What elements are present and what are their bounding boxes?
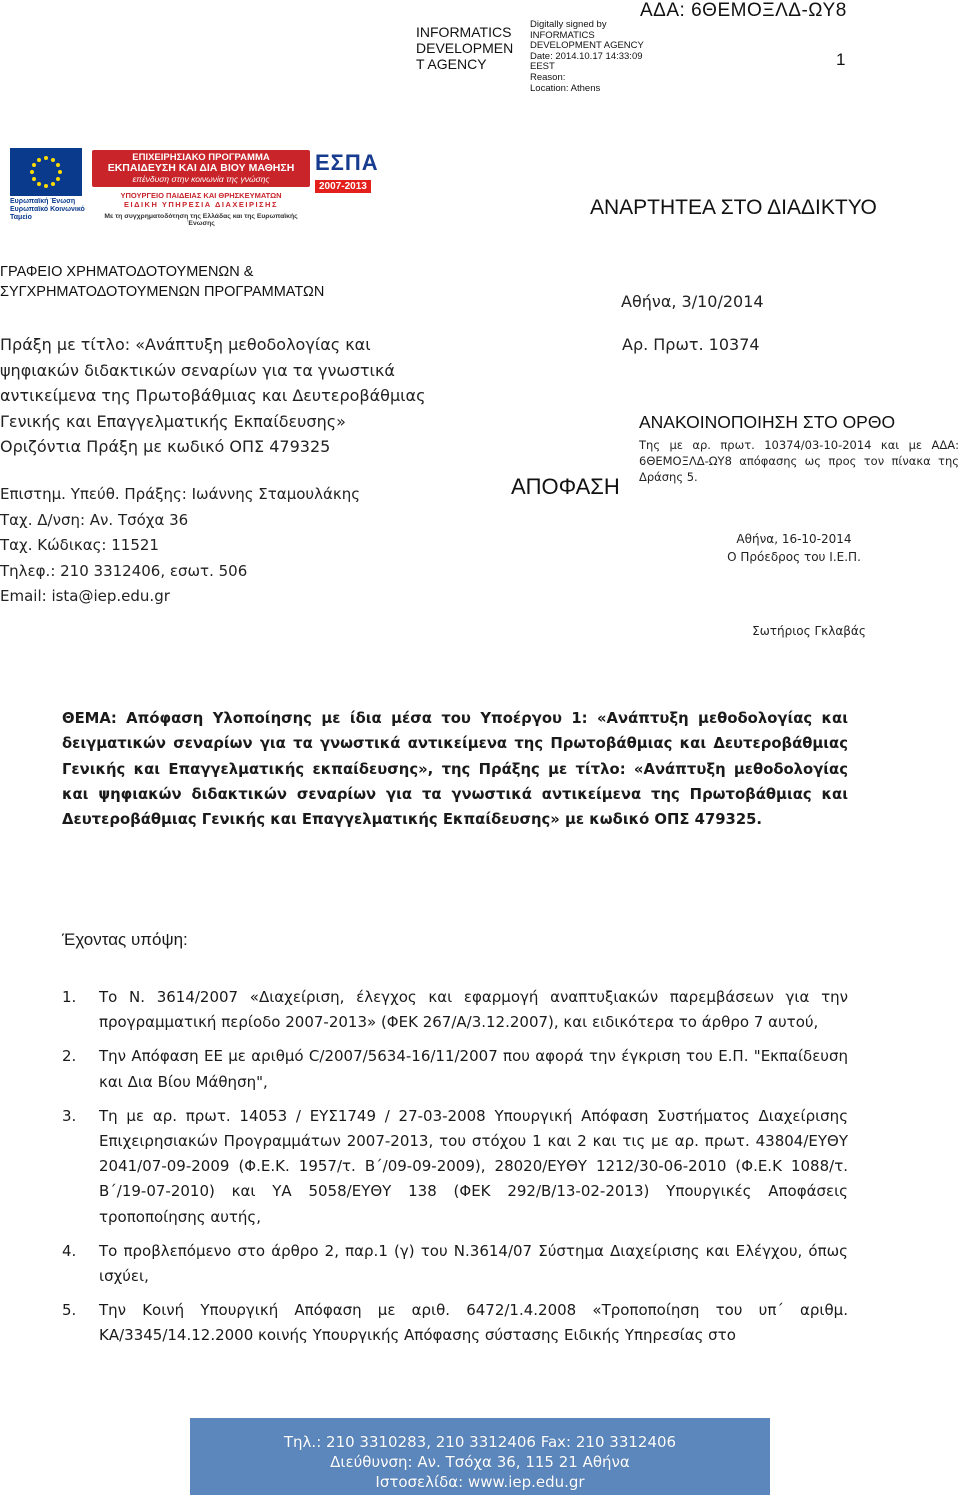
program-ministry-line: ΕΙΔΙΚΗ ΥΠΗΡΕΣΙΑ ΔΙΑΧΕΙΡΙΣΗΣ [124,200,278,209]
list-item [62,1044,848,1094]
program-box-line: ΕΚΠΑΙΔΕΥΣΗ ΚΑΙ ΔΙΑ ΒΙΟΥ ΜΑΘΗΣΗ [107,162,295,174]
act-title-line: ψηφιακών διδακτικών σεναρίων για τα γνωστικά [0,360,395,380]
eu-caption-line: Ευρωπαϊκή Ένωση [10,198,76,205]
footer-website: Ιστοσελίδα: www.iep.edu.gr [375,1473,585,1491]
list-item-number: 4. [62,1241,77,1260]
signature-detail-line: Reason: [530,71,566,83]
footer-banner [190,1418,770,1495]
office-line: ΣΥΓΧΡΗΜΑΤΟΔΟΤΟΥΜΕΝΩΝ ΠΡΟΓΡΑΜΜΑΤΩΝ [0,284,325,300]
correction-title: ΑΝΑΚΟΙΝΟΠΟΙΗΣΗ ΣΤΟ ΟΡΘΟ [639,412,896,432]
list-item [62,1298,848,1348]
ada-code: ΑΔΑ: 6ΘΕΜΟΞΛΔ-ΩΥ8 [640,0,847,21]
subject-paragraph: ΘΕΜΑ: Απόφαση Υλοποίησης με ίδια μέσα του Υποέργου 1: «Ανάπτυξη μεθοδολογίας και δειγματικών σεναρίων για τα γνωστικά αντικείμενα της Πρωτοβάθμιας και Δευτεροβάθμιας Γενικής και Επαγγελματικής εκπαίδευσης», της Πράξης με τίτλο: «Ανάπτυξη μεθοδολογίας και ψηφιακών διδακτικών σεναρίων για τα γνωστικά αντικείμενα της Πρωτοβάθμιας και Δευτεροβάθμιας Γενικής και Επαγγελματικής Εκπαίδευσης» με κωδικό ΟΠΣ 479325. [62,710,848,829]
decision-label: ΑΠΟΦΑΣΗ [511,474,620,499]
program-box [92,150,310,187]
signature-org-line: T AGENCY [416,56,487,72]
signature-org-line: DEVELOPMEN [416,40,514,56]
espa-logo [315,150,401,210]
page-number: 1 [836,50,846,69]
signature-details [530,20,650,94]
contact-email: Email: ista@iep.edu.gr [0,587,170,605]
signature-detail-line: DEVELOPMENT AGENCY [530,40,644,52]
list-item-number: 3. [62,1106,77,1125]
office-line: ΓΡΑΦΕΙΟ ΧΡΗΜΑΤΟΔΟΤΟΥΜΕΝΩΝ & [0,264,254,280]
act-title-line: Γενικής και Επαγγελματικής Εκπαίδευσης» [0,411,346,431]
correction-date: Αθήνα, 16-10-2014 [736,532,852,546]
espa-logo-years: 2007-2013 [315,180,371,193]
signature-org-line: INFORMATICS [416,24,512,40]
eu-caption-line: Ευρωπαϊκό Κοινωνικό Ταμείο [10,206,85,221]
signature-detail-line: Location: Athens [530,82,601,94]
contact-line: Ταχ. Κώδικας: 11521 [0,536,159,554]
document-date: Αθήνα, 3/10/2014 [621,292,764,311]
protocol-number: Αρ. Πρωτ. 10374 [622,335,760,354]
program-logo [92,150,310,228]
signature-detail-line: INFORMATICS [530,29,595,41]
eu-flag-icon [10,148,82,196]
list-item-text: Τη με αρ. πρωτ. 14053 / ΕΥΣ1749 / 27-03-2008 Υπουργική Απόφαση Συστήματος Διαχείρισης Επιχειρησιακών Προγραμμάτων 2007-2013, του στόχου 1 και 2 και τις με αρ. πρωτ. 43804/ΕΥΘΥ 2041/07-09-2009 (Φ.Ε.Κ. 1957/τ. Β΄/09-09-2009), 28020/ΕΥΘΥ 1212/30-06-2010 (Φ.Ε.Κ 1088/τ. Β΄/19-07-2010) και ΥΑ 5058/ΕΥΘΥ 138 (ΦΕΚ 292/Β/13-02-2013) Υπουργικές Αποφάσεις τροποποίησης αυτής, [99,1106,848,1226]
publish-title: ΑΝΑΡΤΗΤΕΑ ΣΤΟ ΔΙΑΔΙΚΤΥΟ [590,196,877,219]
list-item [62,1239,848,1289]
list-item-text: Την Κοινή Υπουργική Απόφαση με αριθ. 6472/1.4.2008 «Τροποποίηση του υπ΄ αριθμ. ΚΑ/3345/14.12.2000 κοινής Υπουργικής Απόφασης σύστασης Ειδικής Υπηρεσίας στο [99,1301,848,1345]
signature-org [416,24,526,72]
correction-body: Της με αρ. πρωτ. 10374/03-10-2014 και με ΑΔΑ: 6ΘΕΜΟΞΛΔ-ΩΥ8 απόφασης ως προς τον πίνακα της Δράσης 5. [639,438,959,484]
program-ministry [92,191,310,209]
act-title-line: αντικείμενα της Πρωτοβάθμιας και Δευτεροβάθμιας [0,386,426,405]
program-cofunding: Με τη συγχρηματοδότηση της Ελλάδας και της Ευρωπαϊκής Ένωσης [104,213,298,227]
signature-detail-line: EEST [530,61,555,73]
correction-date-block [699,530,889,566]
considerations-list [62,985,848,1358]
signature-detail-line: Date: 2014.10.17 14:33:09 [530,50,643,62]
list-item-text: Το προβλεπόμενο στο άρθρο 2, παρ.1 (γ) του Ν.3614/07 Σύστημα Διαχείρισης και Ελέγχου, όπως ισχύει, [99,1241,848,1286]
contact-line: Τηλεφ.: 210 3312406, εσωτ. 506 [0,561,248,580]
list-item-number: 5. [62,1301,77,1320]
list-item-number: 2. [62,1047,77,1066]
correction-signer: Σωτήριος Γκλαβάς [752,624,866,638]
program-box-line: ΕΠΙΧΕΙΡΗΣΙΑΚΟ ΠΡΟΓΡΑΜΜΑ [132,152,270,163]
list-item-text: Το Ν. 3614/2007 «Διαχείριση, έλεγχος και εφαρμογή αναπτυξιακών παρεμβάσεων για την προγραμματική περίοδο 2007-2013» (ΦΕΚ 267/Α/3.12.2007), και ειδικότερα το άρθρο 7 αυτού, [99,988,848,1032]
office-header [0,262,324,302]
list-item-number: 1. [62,988,77,1006]
act-title-line: Οριζόντια Πράξη με κωδικό ΟΠΣ 479325 [0,437,331,456]
espa-logo-text: ΕΣΠΑ [315,150,379,175]
list-item [62,1104,848,1230]
eu-logo [10,148,88,226]
contact-info [0,482,360,610]
act-title-line: Πράξη με τίτλο: «Ανάπτυξη μεθοδολογίας και [0,335,371,354]
footer-phone: Τηλ.: 210 3310283, 210 3312406 Fax: 210 3312406 [283,1433,677,1451]
contact-line: Επιστημ. Υπεύθ. Πράξης: Ιωάννης Σταμουλάκης [0,485,361,503]
list-item [62,985,848,1035]
footer-address: Διεύθυνση: Αν. Τσόχα 36, 115 21 Αθήνα [330,1453,630,1471]
signature-detail-line: Digitally signed by [530,19,607,30]
considering-heading: Έχοντας υπόψη: [62,930,188,949]
act-title [0,332,480,460]
eu-caption [10,198,88,222]
list-item-text: Την Απόφαση ΕΕ με αριθμό C/2007/5634-16/11/2007 που αφορά την έγκριση του Ε.Π. "Εκπαίδευση και Δια Βίου Μάθηση", [99,1047,848,1091]
contact-line: Ταχ. Δ/νση: Αν. Τσόχα 36 [0,510,189,529]
program-box-line: επένδυση στην κοινωνία της γνώσης [132,174,270,184]
program-ministry-line: ΥΠΟΥΡΓΕΙΟ ΠΑΙΔΕΙΑΣ ΚΑΙ ΘΡΗΣΚΕΥΜΑΤΩΝ [120,191,282,200]
correction-role: Ο Πρόεδρος του Ι.Ε.Π. [727,550,861,564]
